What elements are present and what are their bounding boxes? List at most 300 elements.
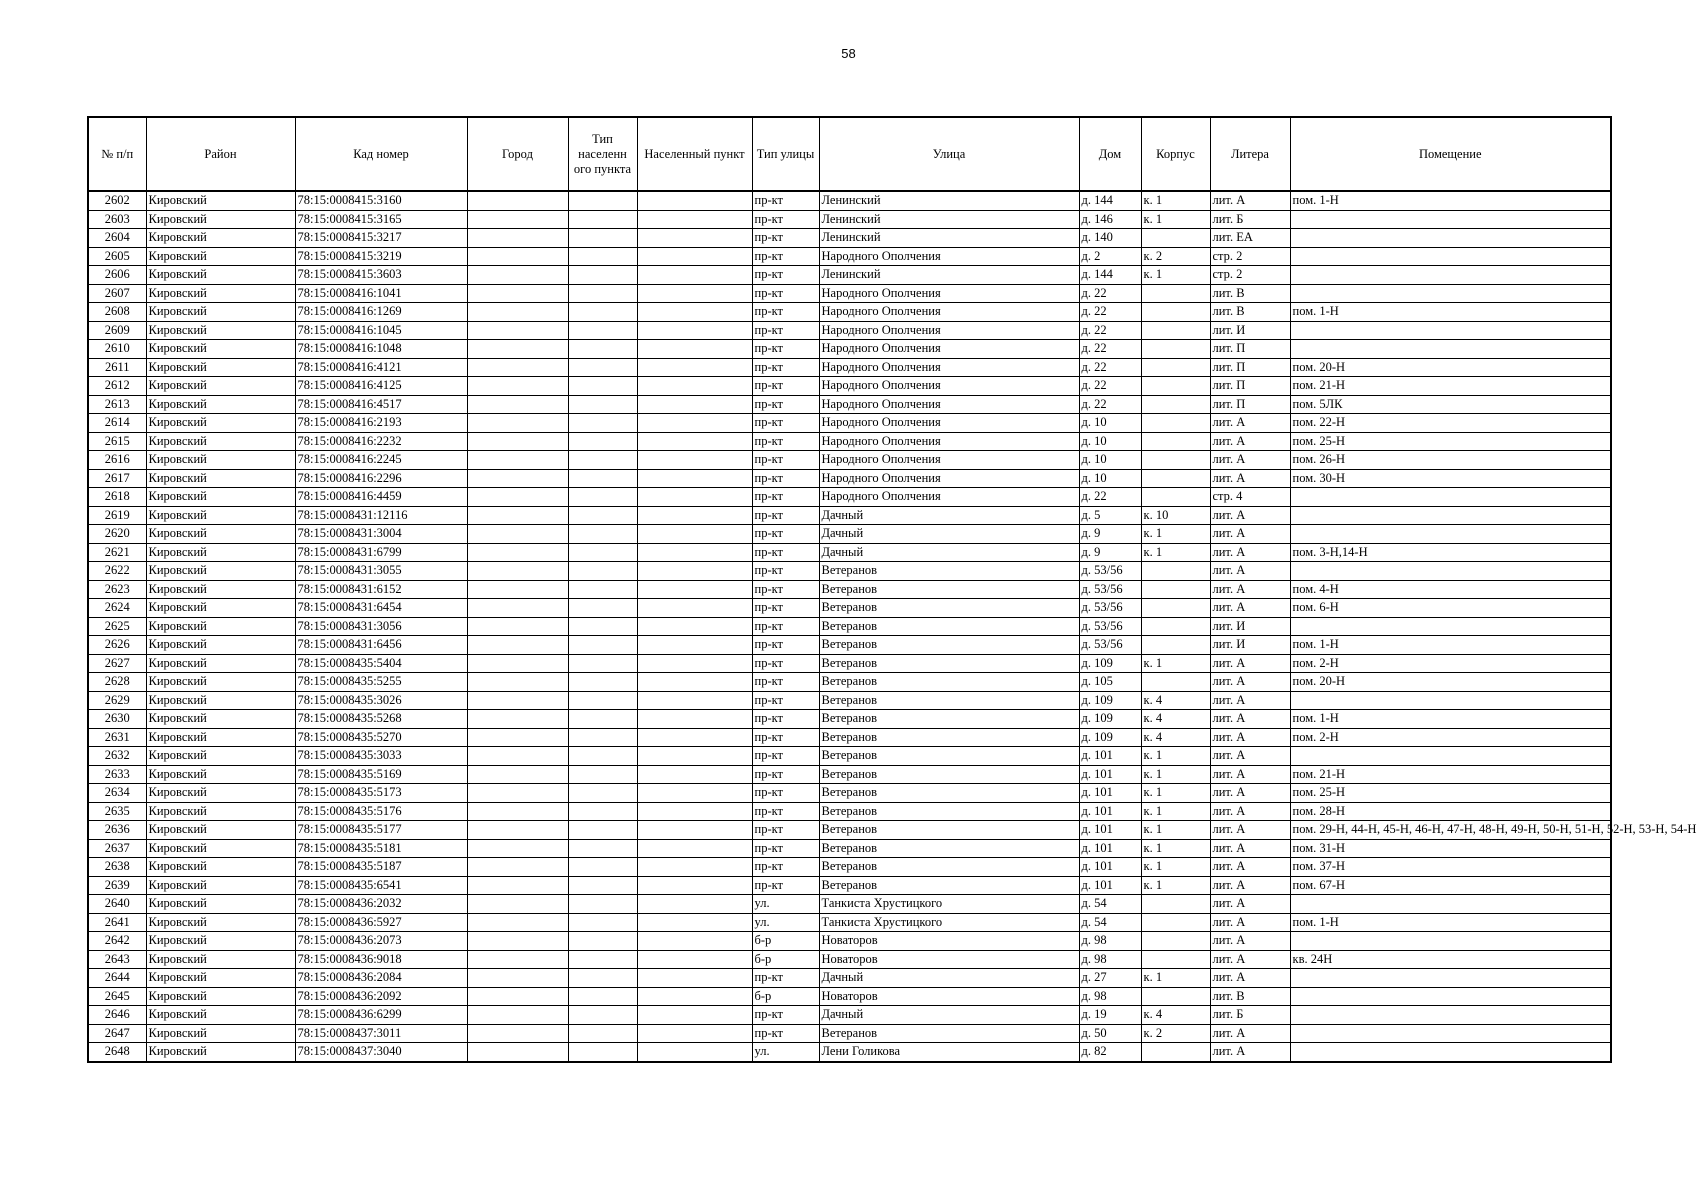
table-row	[88, 266, 1611, 285]
cell-building: к. 1	[1141, 191, 1210, 210]
cell-settlement	[637, 858, 752, 877]
cell-street: Ленинский	[819, 210, 1079, 229]
cell-district: Кировский	[146, 728, 295, 747]
cell-house: д. 98	[1079, 987, 1141, 1006]
cell-city	[467, 969, 568, 988]
column-header-settlement-type: Тип населенн ого пункта	[568, 117, 637, 191]
cell-street: Ветеранов	[819, 580, 1079, 599]
cell-street: Ветеранов	[819, 765, 1079, 784]
cell-street: Народного Ополчения	[819, 432, 1079, 451]
cell-letter: стр. 2	[1210, 266, 1290, 285]
cell-number: 2638	[88, 858, 146, 877]
cell-settlement	[637, 932, 752, 951]
cell-street: Ветеранов	[819, 673, 1079, 692]
cell-building	[1141, 580, 1210, 599]
cell-building	[1141, 321, 1210, 340]
cell-house: д. 5	[1079, 506, 1141, 525]
cell-number: 2616	[88, 451, 146, 470]
cell-premises: пом. 2-Н	[1290, 654, 1611, 673]
cell-street: Ветеранов	[819, 691, 1079, 710]
cell-city	[467, 1043, 568, 1062]
cell-number: 2639	[88, 876, 146, 895]
cell-house: д. 98	[1079, 932, 1141, 951]
cell-house: д. 10	[1079, 469, 1141, 488]
cell-street-type: пр-кт	[752, 969, 819, 988]
cell-settlement	[637, 377, 752, 396]
table-row	[88, 913, 1611, 932]
cell-number: 2604	[88, 229, 146, 248]
table-row	[88, 673, 1611, 692]
cell-house: д. 22	[1079, 377, 1141, 396]
cell-premises	[1290, 284, 1611, 303]
cell-settlement	[637, 284, 752, 303]
cell-house: д. 101	[1079, 876, 1141, 895]
table-row	[88, 747, 1611, 766]
cell-number: 2637	[88, 839, 146, 858]
cell-letter: лит. А	[1210, 691, 1290, 710]
cell-settlement	[637, 636, 752, 655]
cell-district: Кировский	[146, 210, 295, 229]
cell-letter: лит. А	[1210, 969, 1290, 988]
cell-street-type: пр-кт	[752, 636, 819, 655]
cell-district: Кировский	[146, 673, 295, 692]
column-header-street: Улица	[819, 117, 1079, 191]
cell-building: к. 10	[1141, 506, 1210, 525]
cell-building	[1141, 414, 1210, 433]
cell-street: Новаторов	[819, 932, 1079, 951]
column-header-premises: Помещение	[1290, 117, 1611, 191]
table-row	[88, 599, 1611, 618]
cell-street-type: пр-кт	[752, 802, 819, 821]
table-row	[88, 691, 1611, 710]
cell-cadastral-number: 78:15:0008431:3056	[295, 617, 467, 636]
cell-number: 2608	[88, 303, 146, 322]
cell-premises	[1290, 229, 1611, 248]
table-row	[88, 562, 1611, 581]
cell-street-type: пр-кт	[752, 543, 819, 562]
cell-letter: лит. А	[1210, 802, 1290, 821]
cell-letter: лит. А	[1210, 414, 1290, 433]
cell-number: 2603	[88, 210, 146, 229]
cell-letter: лит. А	[1210, 543, 1290, 562]
cell-letter: лит. Б	[1210, 210, 1290, 229]
cell-cadastral-number: 78:15:0008415:3603	[295, 266, 467, 285]
cell-district: Кировский	[146, 876, 295, 895]
cell-street-type: пр-кт	[752, 210, 819, 229]
cell-cadastral-number: 78:15:0008435:5173	[295, 784, 467, 803]
cell-settlement-type	[568, 488, 637, 507]
table-row	[88, 1006, 1611, 1025]
cell-city	[467, 617, 568, 636]
cell-city	[467, 469, 568, 488]
cell-street: Ленинский	[819, 229, 1079, 248]
cell-house: д. 22	[1079, 488, 1141, 507]
cell-premises: пом. 30-Н	[1290, 469, 1611, 488]
cell-street-type: пр-кт	[752, 358, 819, 377]
cell-settlement-type	[568, 821, 637, 840]
cell-settlement	[637, 488, 752, 507]
cell-house: д. 2	[1079, 247, 1141, 266]
cell-settlement	[637, 321, 752, 340]
cell-settlement-type	[568, 876, 637, 895]
cell-city	[467, 784, 568, 803]
cell-district: Кировский	[146, 895, 295, 914]
cell-city	[467, 191, 568, 210]
cell-cadastral-number: 78:15:0008431:3055	[295, 562, 467, 581]
cell-premises: пом. 3-Н,14-Н	[1290, 543, 1611, 562]
cell-letter: лит. И	[1210, 617, 1290, 636]
cell-premises	[1290, 488, 1611, 507]
cell-letter: лит. А	[1210, 580, 1290, 599]
cell-district: Кировский	[146, 950, 295, 969]
cell-premises	[1290, 562, 1611, 581]
cell-number: 2614	[88, 414, 146, 433]
cell-settlement-type	[568, 395, 637, 414]
cell-street-type: пр-кт	[752, 414, 819, 433]
cell-number: 2629	[88, 691, 146, 710]
cell-letter: лит. А	[1210, 525, 1290, 544]
cell-building	[1141, 358, 1210, 377]
cell-street-type: пр-кт	[752, 821, 819, 840]
cell-cadastral-number: 78:15:0008415:3219	[295, 247, 467, 266]
cell-house: д. 19	[1079, 1006, 1141, 1025]
cell-street: Лени Голикова	[819, 1043, 1079, 1062]
cell-street-type: пр-кт	[752, 247, 819, 266]
cell-letter: лит. А	[1210, 469, 1290, 488]
cell-cadastral-number: 78:15:0008431:6152	[295, 580, 467, 599]
cell-street-type: пр-кт	[752, 303, 819, 322]
cell-premises: пом. 25-Н	[1290, 432, 1611, 451]
cell-house: д. 109	[1079, 691, 1141, 710]
cell-street-type: пр-кт	[752, 839, 819, 858]
cell-house: д. 144	[1079, 191, 1141, 210]
cell-street: Ветеранов	[819, 802, 1079, 821]
cell-cadastral-number: 78:15:0008435:5270	[295, 728, 467, 747]
cell-building	[1141, 617, 1210, 636]
cell-letter: лит. А	[1210, 784, 1290, 803]
cell-street: Ветеранов	[819, 728, 1079, 747]
cell-street: Дачный	[819, 1006, 1079, 1025]
cell-street-type: пр-кт	[752, 673, 819, 692]
cell-city	[467, 210, 568, 229]
cell-settlement	[637, 451, 752, 470]
cell-cadastral-number: 78:15:0008416:4459	[295, 488, 467, 507]
cell-premises: пом. 2-Н	[1290, 728, 1611, 747]
cell-district: Кировский	[146, 617, 295, 636]
header-row	[88, 117, 1611, 191]
cell-cadastral-number: 78:15:0008435:5187	[295, 858, 467, 877]
cell-cadastral-number: 78:15:0008416:1048	[295, 340, 467, 359]
cell-street-type: пр-кт	[752, 191, 819, 210]
cell-street: Ветеранов	[819, 784, 1079, 803]
cell-street: Ленинский	[819, 191, 1079, 210]
cell-house: д. 22	[1079, 303, 1141, 322]
column-header-settlement: Населенный пункт	[637, 117, 752, 191]
cell-district: Кировский	[146, 506, 295, 525]
cell-building	[1141, 340, 1210, 359]
cell-letter: лит. В	[1210, 303, 1290, 322]
table-row	[88, 432, 1611, 451]
cell-street-type: пр-кт	[752, 525, 819, 544]
cell-city	[467, 728, 568, 747]
cell-number: 2625	[88, 617, 146, 636]
column-header-letter: Литера	[1210, 117, 1290, 191]
cell-street-type: пр-кт	[752, 506, 819, 525]
cell-building	[1141, 913, 1210, 932]
cell-settlement-type	[568, 802, 637, 821]
cell-cadastral-number: 78:15:0008435:5404	[295, 654, 467, 673]
cell-settlement-type	[568, 321, 637, 340]
cell-settlement-type	[568, 691, 637, 710]
cell-premises	[1290, 1043, 1611, 1062]
cell-street: Ветеранов	[819, 1024, 1079, 1043]
cell-cadastral-number: 78:15:0008416:2296	[295, 469, 467, 488]
cell-street-type: пр-кт	[752, 747, 819, 766]
cell-building: к. 1	[1141, 876, 1210, 895]
table-row	[88, 969, 1611, 988]
cell-street-type: пр-кт	[752, 562, 819, 581]
cell-building	[1141, 432, 1210, 451]
cell-house: д. 53/56	[1079, 636, 1141, 655]
cell-district: Кировский	[146, 691, 295, 710]
cell-street-type: пр-кт	[752, 691, 819, 710]
table-row	[88, 210, 1611, 229]
cell-number: 2623	[88, 580, 146, 599]
cell-district: Кировский	[146, 358, 295, 377]
cell-district: Кировский	[146, 488, 295, 507]
cell-number: 2615	[88, 432, 146, 451]
cell-building: к. 1	[1141, 266, 1210, 285]
cell-settlement	[637, 784, 752, 803]
cell-settlement	[637, 266, 752, 285]
cell-number: 2634	[88, 784, 146, 803]
table-row	[88, 451, 1611, 470]
cell-city	[467, 562, 568, 581]
table-row	[88, 932, 1611, 951]
cell-district: Кировский	[146, 747, 295, 766]
cell-number: 2640	[88, 895, 146, 914]
cell-house: д. 98	[1079, 950, 1141, 969]
cell-street-type: пр-кт	[752, 229, 819, 248]
cell-district: Кировский	[146, 191, 295, 210]
table-row	[88, 728, 1611, 747]
cell-house: д. 109	[1079, 710, 1141, 729]
cell-settlement	[637, 303, 752, 322]
cell-house: д. 50	[1079, 1024, 1141, 1043]
cell-settlement	[637, 913, 752, 932]
cell-building: к. 4	[1141, 728, 1210, 747]
cell-letter: лит. В	[1210, 284, 1290, 303]
table-row	[88, 414, 1611, 433]
cell-cadastral-number: 78:15:0008436:2084	[295, 969, 467, 988]
cell-street: Дачный	[819, 543, 1079, 562]
cell-district: Кировский	[146, 395, 295, 414]
cell-settlement-type	[568, 913, 637, 932]
cell-building: к. 1	[1141, 969, 1210, 988]
cell-settlement	[637, 1043, 752, 1062]
cell-cadastral-number: 78:15:0008436:5927	[295, 913, 467, 932]
cell-cadastral-number: 78:15:0008416:1269	[295, 303, 467, 322]
cell-premises	[1290, 1024, 1611, 1043]
cell-settlement-type	[568, 432, 637, 451]
cell-street-type: пр-кт	[752, 340, 819, 359]
cell-street: Танкиста Хрустицкого	[819, 913, 1079, 932]
cell-city	[467, 284, 568, 303]
cell-district: Кировский	[146, 654, 295, 673]
cell-city	[467, 432, 568, 451]
cell-premises: пом. 20-Н	[1290, 673, 1611, 692]
cell-building: к. 1	[1141, 821, 1210, 840]
cell-settlement	[637, 802, 752, 821]
cell-number: 2612	[88, 377, 146, 396]
cell-house: д. 105	[1079, 673, 1141, 692]
cell-street: Ветеранов	[819, 654, 1079, 673]
cell-street: Новаторов	[819, 950, 1079, 969]
table-row	[88, 377, 1611, 396]
cell-letter: стр. 4	[1210, 488, 1290, 507]
cell-premises: пом. 1-Н	[1290, 191, 1611, 210]
cell-house: д. 9	[1079, 543, 1141, 562]
cell-number: 2620	[88, 525, 146, 544]
cell-settlement	[637, 950, 752, 969]
cell-street: Народного Ополчения	[819, 395, 1079, 414]
cell-letter: лит. А	[1210, 821, 1290, 840]
cell-settlement-type	[568, 895, 637, 914]
cell-district: Кировский	[146, 710, 295, 729]
cell-house: д. 22	[1079, 395, 1141, 414]
cell-house: д. 146	[1079, 210, 1141, 229]
cell-premises: пом. 31-Н	[1290, 839, 1611, 858]
cell-building	[1141, 599, 1210, 618]
cell-street: Танкиста Хрустицкого	[819, 895, 1079, 914]
cell-letter: стр. 2	[1210, 247, 1290, 266]
cell-building	[1141, 636, 1210, 655]
cell-cadastral-number: 78:15:0008435:5181	[295, 839, 467, 858]
cell-city	[467, 321, 568, 340]
cell-city	[467, 451, 568, 470]
cell-settlement	[637, 469, 752, 488]
cell-settlement	[637, 691, 752, 710]
cell-street-type: пр-кт	[752, 432, 819, 451]
cell-house: д. 101	[1079, 821, 1141, 840]
cell-district: Кировский	[146, 765, 295, 784]
cell-settlement-type	[568, 247, 637, 266]
cell-street: Народного Ополчения	[819, 303, 1079, 322]
cell-street: Ветеранов	[819, 858, 1079, 877]
cell-letter: лит. И	[1210, 636, 1290, 655]
cell-settlement-type	[568, 932, 637, 951]
table-row	[88, 191, 1611, 210]
cell-cadastral-number: 78:15:0008415:3160	[295, 191, 467, 210]
cell-settlement-type	[568, 636, 637, 655]
cell-city	[467, 543, 568, 562]
cell-settlement-type	[568, 284, 637, 303]
cell-cadastral-number: 78:15:0008416:4121	[295, 358, 467, 377]
cell-settlement-type	[568, 858, 637, 877]
cell-settlement-type	[568, 1043, 637, 1062]
cell-letter: лит. П	[1210, 340, 1290, 359]
cell-settlement	[637, 710, 752, 729]
cell-street-type: пр-кт	[752, 580, 819, 599]
cell-cadastral-number: 78:15:0008431:6454	[295, 599, 467, 618]
cell-building	[1141, 229, 1210, 248]
cell-house: д. 53/56	[1079, 580, 1141, 599]
cell-city	[467, 303, 568, 322]
cell-house: д. 53/56	[1079, 562, 1141, 581]
cell-settlement	[637, 839, 752, 858]
cell-cadastral-number: 78:15:0008436:9018	[295, 950, 467, 969]
cell-street-type: пр-кт	[752, 710, 819, 729]
cell-number: 2606	[88, 266, 146, 285]
cell-street-type: б-р	[752, 950, 819, 969]
cell-letter: лит. А	[1210, 950, 1290, 969]
cell-premises	[1290, 266, 1611, 285]
cell-house: д. 101	[1079, 802, 1141, 821]
table-row	[88, 303, 1611, 322]
cell-number: 2622	[88, 562, 146, 581]
table-row	[88, 654, 1611, 673]
cell-district: Кировский	[146, 377, 295, 396]
cell-letter: лит. А	[1210, 876, 1290, 895]
cell-street: Народного Ополчения	[819, 451, 1079, 470]
cell-district: Кировский	[146, 562, 295, 581]
cell-premises	[1290, 895, 1611, 914]
cell-district: Кировский	[146, 303, 295, 322]
cell-letter: лит. Б	[1210, 1006, 1290, 1025]
cell-number: 2645	[88, 987, 146, 1006]
cell-settlement	[637, 247, 752, 266]
cell-settlement	[637, 543, 752, 562]
cell-house: д. 101	[1079, 784, 1141, 803]
cell-cadastral-number: 78:15:0008435:3033	[295, 747, 467, 766]
cell-premises: пом. 28-Н	[1290, 802, 1611, 821]
cell-building: к. 1	[1141, 525, 1210, 544]
cell-city	[467, 839, 568, 858]
cell-premises	[1290, 969, 1611, 988]
cell-premises: пом. 21-Н	[1290, 765, 1611, 784]
cell-settlement	[637, 340, 752, 359]
table-row	[88, 395, 1611, 414]
cell-settlement-type	[568, 525, 637, 544]
cell-cadastral-number: 78:15:0008435:6541	[295, 876, 467, 895]
column-header-city: Город	[467, 117, 568, 191]
column-header-cadastral-number: Кад номер	[295, 117, 467, 191]
cell-city	[467, 1006, 568, 1025]
cell-city	[467, 673, 568, 692]
cell-city	[467, 506, 568, 525]
cell-house: д. 101	[1079, 858, 1141, 877]
table-row	[88, 247, 1611, 266]
cell-cadastral-number: 78:15:0008435:5255	[295, 673, 467, 692]
cell-building: к. 1	[1141, 784, 1210, 803]
table-row	[88, 340, 1611, 359]
table-row	[88, 580, 1611, 599]
cell-settlement	[637, 580, 752, 599]
cell-settlement	[637, 395, 752, 414]
cell-settlement	[637, 895, 752, 914]
cell-premises	[1290, 617, 1611, 636]
cell-district: Кировский	[146, 821, 295, 840]
cell-settlement	[637, 747, 752, 766]
cell-settlement-type	[568, 377, 637, 396]
cell-letter: лит. А	[1210, 747, 1290, 766]
cell-city	[467, 747, 568, 766]
cell-house: д. 144	[1079, 266, 1141, 285]
cell-settlement	[637, 969, 752, 988]
column-header-building: Корпус	[1141, 117, 1210, 191]
cell-house: д. 109	[1079, 654, 1141, 673]
cell-city	[467, 488, 568, 507]
